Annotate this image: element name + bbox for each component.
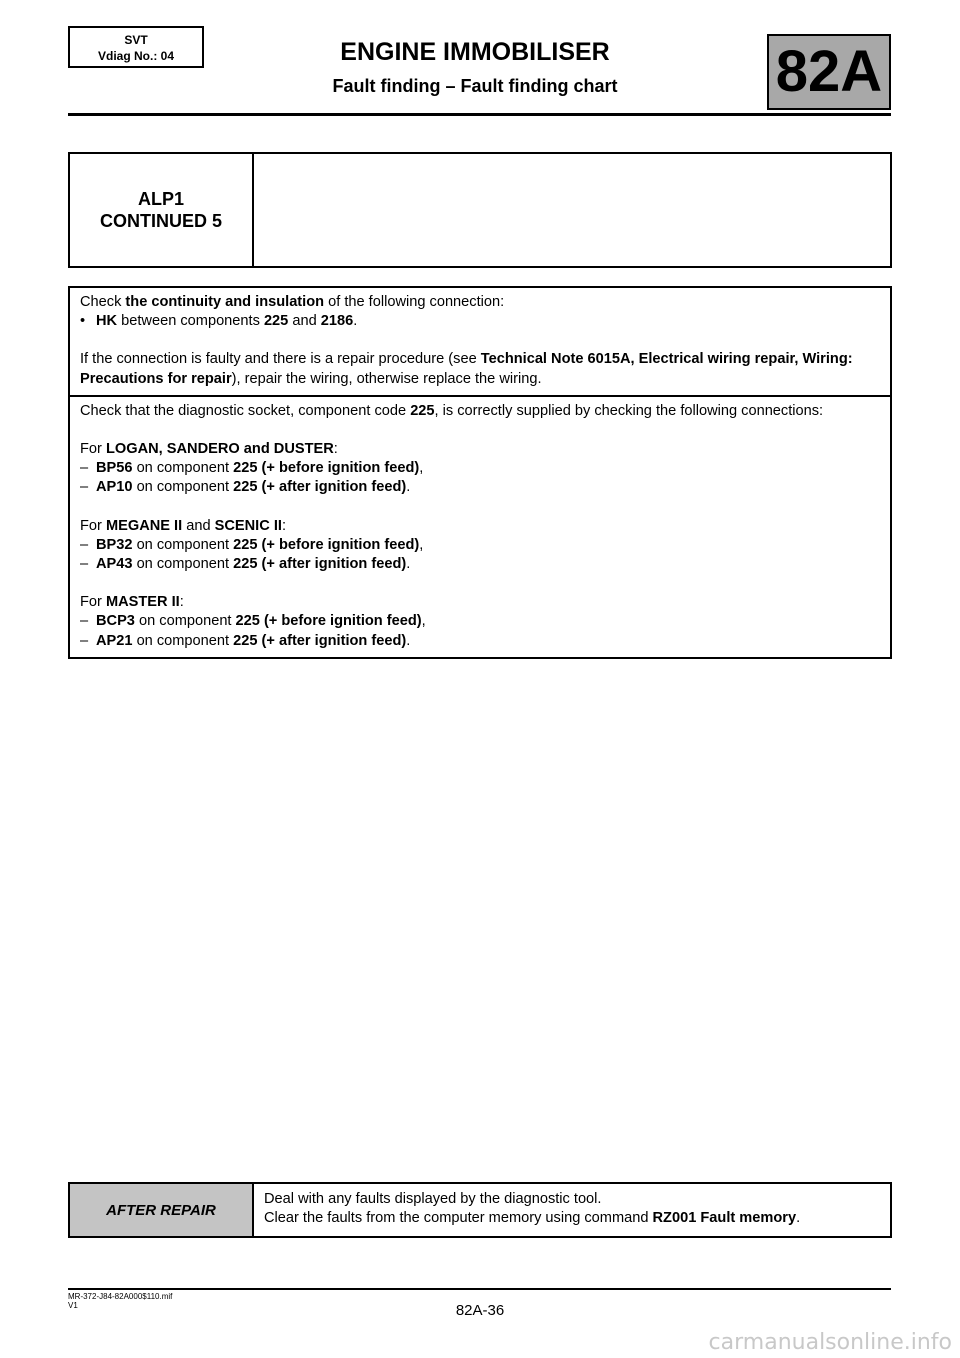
dash-bullet-icon: – [80, 613, 89, 630]
after-repair-label: AFTER REPAIR [70, 1184, 254, 1236]
connection-item [80, 459, 880, 478]
text-fragment: . [406, 556, 411, 573]
component-code: 2186 [320, 313, 354, 330]
dash-bullet-icon: – [80, 632, 89, 649]
vehicle-name: SCENIC II [214, 517, 282, 534]
supply-check-cell [70, 395, 890, 657]
vehicle-group-heading [80, 593, 880, 612]
text-fragment: . [796, 1210, 801, 1226]
svt-vdiag-box [68, 26, 204, 68]
text-fragment: For [80, 594, 106, 611]
page-subtitle: Fault finding – Fault finding chart [332, 76, 618, 96]
bullet-icon: • [80, 313, 86, 330]
text-fragment-bold: the continuity and insulation [125, 294, 325, 310]
supply-instruction [80, 402, 880, 421]
text-fragment: of the following connection: [324, 294, 505, 310]
text-fragment: on component [134, 613, 236, 630]
alp-empty-cell [254, 154, 890, 266]
text-fragment: on component [132, 536, 234, 553]
component-feed: 225 (+ after ignition feed) [233, 632, 407, 649]
text-fragment: . [353, 313, 358, 330]
after-repair-body [254, 1184, 890, 1236]
continuity-instruction [80, 293, 880, 312]
text-fragment: on component [132, 556, 234, 573]
connection-item [80, 612, 880, 631]
connection-item [80, 555, 880, 574]
text-fragment: on component [132, 632, 234, 649]
text-fragment: : [281, 517, 287, 534]
footer-reference [68, 1292, 172, 1310]
command-name: RZ001 Fault memory [652, 1210, 797, 1226]
alp-title: ALP1 [137, 189, 184, 209]
connection-code: BP32 [96, 536, 133, 553]
connection-code: AP10 [96, 479, 133, 496]
after-repair-line1: Deal with any faults displayed by the diagnostic tool. [264, 1191, 602, 1207]
text-fragment: : [333, 441, 338, 458]
vehicle-group-heading [80, 440, 880, 459]
dash-bullet-icon: – [80, 536, 89, 553]
component-code: 225 [410, 402, 435, 419]
after-repair-line2 [264, 1209, 880, 1228]
text-fragment: For [80, 517, 106, 534]
vehicle-name: LOGAN, SANDERO and DUSTER [105, 441, 334, 458]
text-fragment: ), repair the wiring, otherwise replace the wiring. [231, 370, 542, 387]
connection-code: AP21 [96, 632, 133, 649]
text-fragment: , [421, 613, 426, 630]
after-repair-table [68, 1182, 892, 1238]
page-number: 82A-36 [455, 1302, 505, 1319]
text-fragment: on component [132, 460, 234, 477]
text-fragment: on component [132, 479, 234, 496]
connection-item [80, 478, 880, 497]
continuity-check-cell [70, 288, 890, 395]
text-fragment: and [288, 313, 321, 330]
watermark: carmanualsonline.info [708, 1330, 952, 1355]
text-fragment: , is correctly supplied by checking the following connections: [434, 402, 824, 419]
footer-divider [68, 1288, 891, 1290]
text-fragment: . [406, 479, 411, 496]
section-code-badge: 82A [767, 34, 891, 110]
vehicle-group-heading [80, 517, 880, 536]
dash-bullet-icon: – [80, 460, 89, 477]
check-procedure-table [68, 286, 892, 659]
component-code: 225 [263, 313, 289, 330]
text-fragment: , [419, 536, 424, 553]
connection-code: AP43 [96, 556, 133, 573]
text-fragment: Clear the faults from the computer memory using command [264, 1210, 653, 1226]
page-title: ENGINE IMMOBILISER [340, 38, 610, 66]
text-fragment: For [80, 441, 106, 458]
component-feed: 225 (+ after ignition feed) [233, 556, 407, 573]
vehicle-groups [80, 421, 880, 651]
component-feed: 225 (+ before ignition feed) [233, 536, 420, 553]
connection-code: BCP3 [96, 613, 135, 630]
text-fragment: . [406, 632, 411, 649]
alp-header-table [68, 152, 892, 268]
text-fragment: Check [80, 294, 126, 310]
connection-item [80, 632, 880, 651]
text-fragment: : [179, 594, 184, 611]
text-fragment: between components [117, 313, 264, 330]
technical-note-reference: Technical Note 6015A, Electrical wiring repair, Wiring: Precautions for repair [80, 351, 853, 387]
header-divider [68, 113, 891, 116]
connection-code: BP56 [96, 460, 133, 477]
text-fragment: and [182, 517, 215, 534]
dash-bullet-icon: – [80, 479, 89, 496]
svt-label: SVT [124, 33, 148, 47]
component-feed: 225 (+ before ignition feed) [233, 460, 420, 477]
component-feed: 225 (+ before ignition feed) [235, 613, 422, 630]
alp-continued: CONTINUED 5 [99, 211, 222, 231]
file-reference: MR-372-J84-82A000$110.mif [68, 1292, 173, 1301]
vehicle-name: MASTER II [105, 594, 180, 611]
connection-item [80, 312, 880, 331]
vdiag-label: Vdiag No.: 04 [97, 49, 174, 63]
repair-instruction [80, 350, 880, 388]
version-label: V1 [68, 1301, 78, 1310]
vehicle-name: MEGANE II [105, 517, 183, 534]
component-feed: 225 (+ after ignition feed) [233, 479, 407, 496]
text-fragment: Check that the diagnostic socket, component code [80, 402, 411, 419]
dash-bullet-icon: – [80, 556, 89, 573]
alp-label-cell [70, 154, 254, 266]
text-fragment: , [419, 460, 424, 477]
connection-item [80, 536, 880, 555]
text-fragment: If the connection is faulty and there is a repair procedure (see [80, 351, 481, 368]
connection-code: HK [96, 313, 118, 330]
